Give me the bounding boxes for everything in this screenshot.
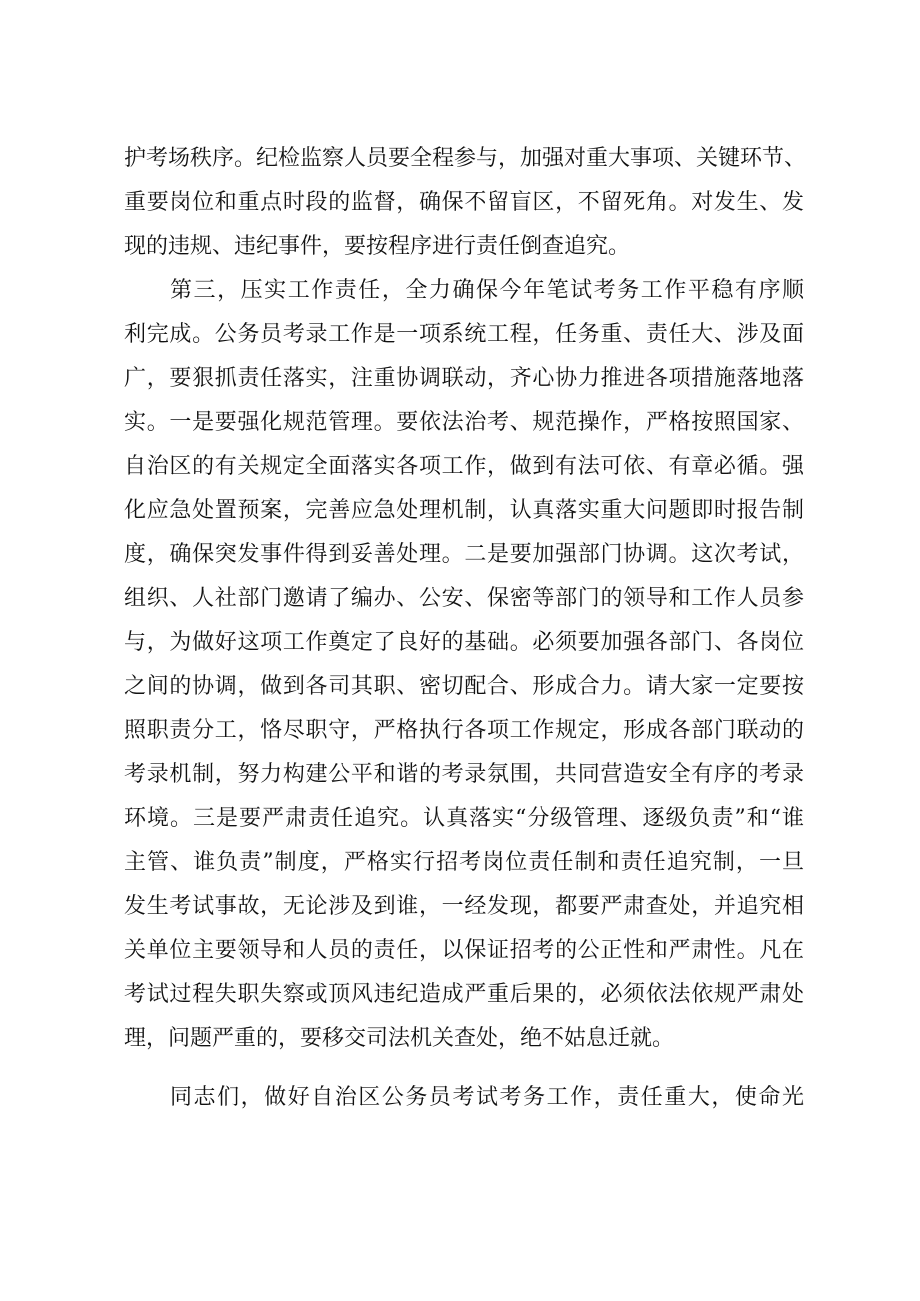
text-line: 实。一是要强化规范管理。要依法治考、规范操作，严格按照国家、	[124, 410, 804, 435]
text-line: 重要岗位和重点时段的监督，确保不留盲区，不留死角。对发生、发	[124, 190, 804, 215]
text-line: 利完成。公务员考录工作是一项系统工程，任务重、责任大、涉及面	[124, 322, 804, 347]
text-line: 理，问题严重的，要移交司法机关查处，绝不姑息迁就。	[124, 1026, 675, 1051]
text-line: 度，确保突发事件得到妥善处理。二是要加强部门协调。这次考试，	[124, 542, 804, 567]
text-line: 组织、人社部门邀请了编办、公安、保密等部门的领导和工作人员参	[124, 586, 804, 611]
text-line: 自治区的有关规定全面落实各项工作，做到有法可依、有章必循。强	[124, 454, 804, 479]
text-line: 关单位主要领导和人员的责任，以保证招考的公正性和严肃性。凡在	[124, 938, 804, 963]
text-line: 主管、谁负责”制度，严格实行招考岗位责任制和责任追究制，一旦	[124, 850, 804, 875]
paragraph-start-line: 同志们，做好自治区公务员考试考务工作，责任重大，使命光	[170, 1085, 804, 1110]
text-line: 之间的协调，做到各司其职、密切配合、形成合力。请大家一定要按	[124, 674, 804, 699]
text-line: 化应急处置预案，完善应急处理机制，认真落实重大问题即时报告制	[124, 498, 804, 523]
text-line: 考录机制，努力构建公平和谐的考录氛围，共同营造安全有序的考录	[124, 762, 804, 787]
text-line: 环境。三是要严肃责任追究。认真落实“分级管理、逐级负责”和“谁	[124, 806, 804, 831]
paragraph-start-line: 第三，压实工作责任，全力确保今年笔试考务工作平稳有序顺	[170, 278, 804, 303]
text-line: 护考场秩序。纪检监察人员要全程参与，加强对重大事项、关键环节、	[124, 146, 807, 171]
text-line: 与，为做好这项工作奠定了良好的基础。必须要加强各部门、各岗位	[124, 630, 804, 655]
text-line: 考试过程失职失察或顶风违纪造成严重后果的，必须依法依规严肃处	[124, 982, 804, 1007]
text-line: 发生考试事故，无论涉及到谁，一经发现，都要严肃查处，并追究相	[124, 894, 804, 919]
text-line: 现的违规、违纪事件，要按程序进行责任倒查追究。	[124, 234, 631, 259]
text-line: 照职责分工，恪尽职守，严格执行各项工作规定，形成各部门联动的	[124, 718, 804, 743]
text-line: 广，要狠抓责任落实，注重协调联动，齐心协力推进各项措施落地落	[124, 366, 804, 391]
